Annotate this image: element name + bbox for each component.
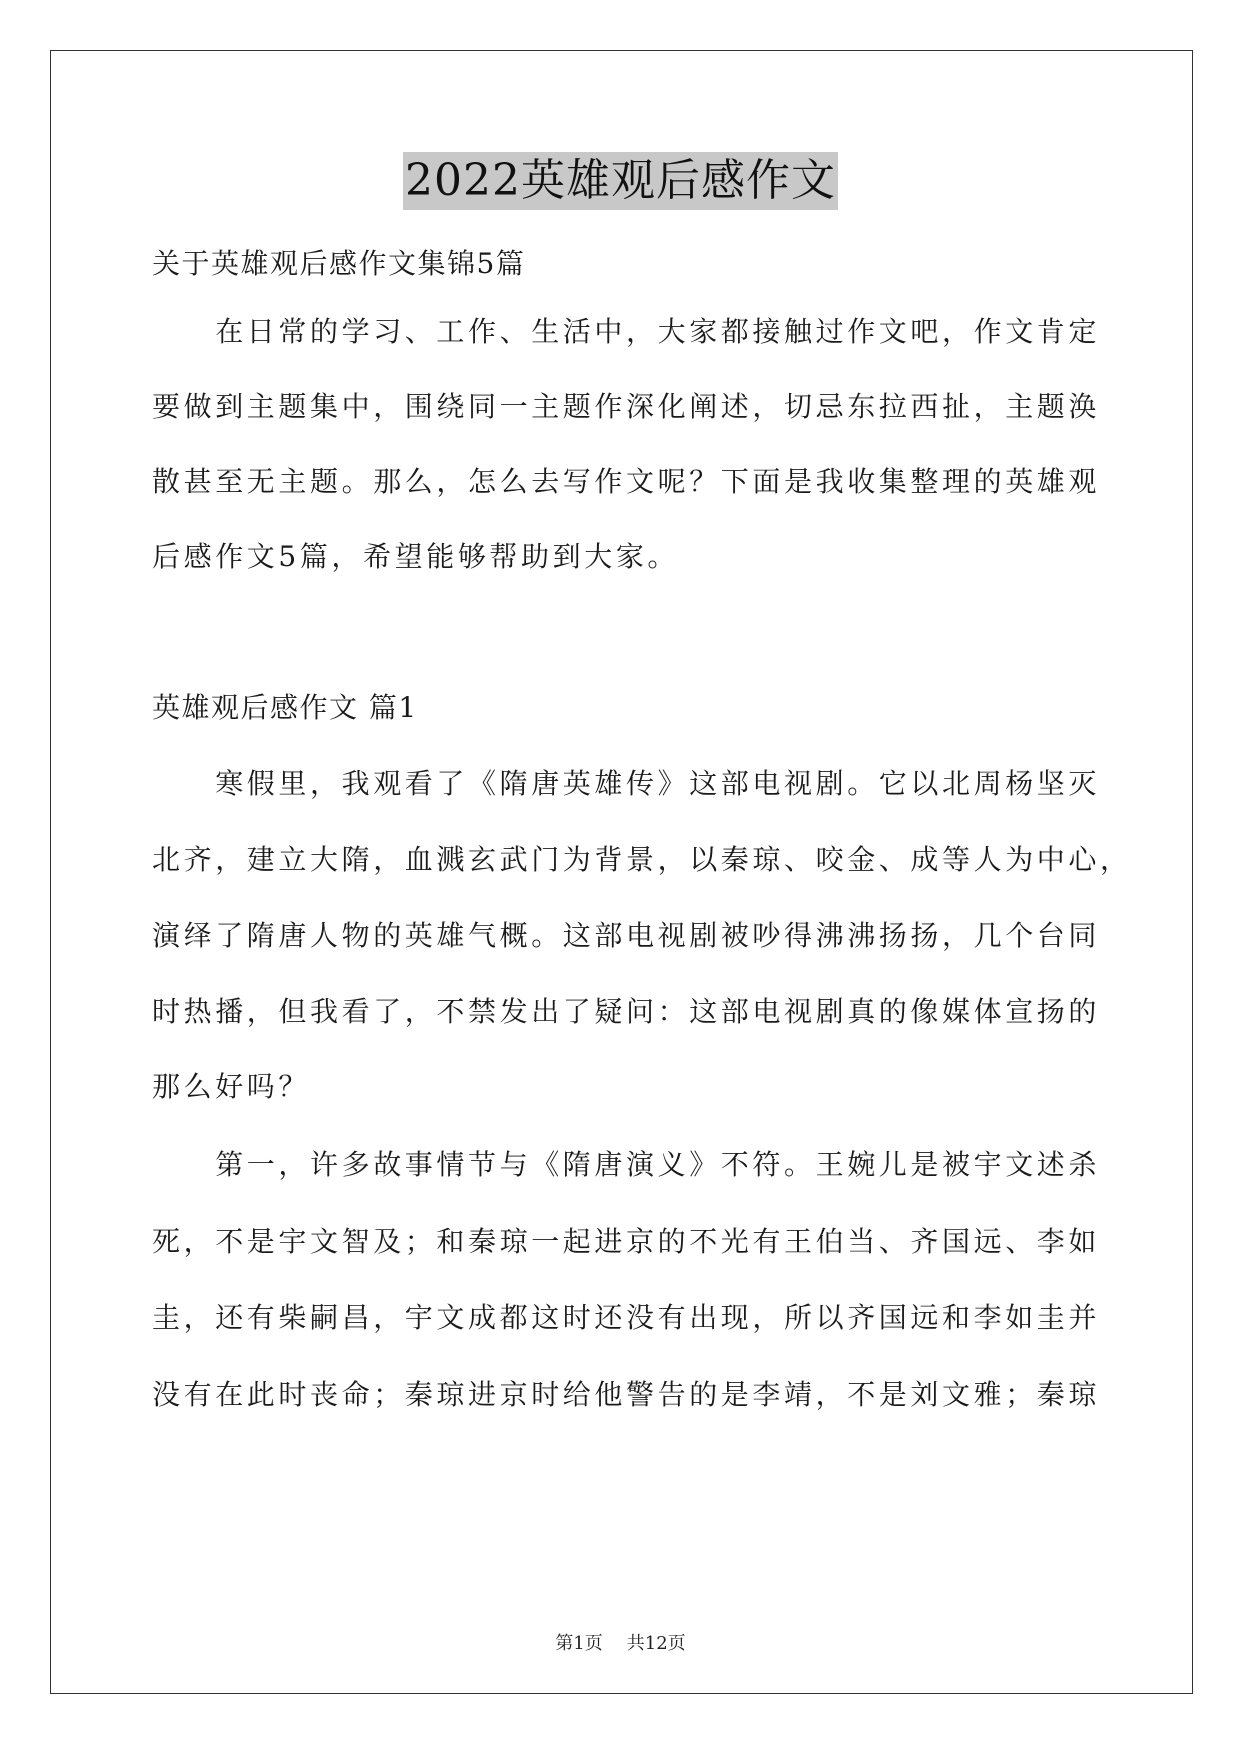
intro-line-1: 在日常的学习、工作、生活中，大家都接触过作文吧，作文肯定 — [152, 315, 1101, 348]
document-subtitle: 关于英雄观后感作文集锦5篇 — [152, 247, 526, 280]
para1-line-3: 演绎了隋唐人物的英雄气概。这部电视剧被吵得沸沸扬扬，几个台同 — [152, 919, 1101, 952]
para1-line-1: 寒假里，我观看了《隋唐英雄传》这部电视剧。它以北周杨坚灭 — [152, 767, 1101, 800]
document-title: 2022英雄观后感作文 — [403, 152, 838, 210]
intro-line-4: 后感作文5篇，希望能够帮助到大家。 — [152, 540, 680, 573]
page-total: 共12页 — [626, 1633, 686, 1654]
para2-line-4: 没有在此时丧命；秦琼进京时给他警告的是李靖，不是刘文雅；秦琼 — [152, 1378, 1101, 1411]
para2-line-1: 第一，许多故事情节与《隋唐演义》不符。王婉儿是被宇文述杀 — [152, 1148, 1101, 1181]
para1-line-4: 时热播，但我看了，不禁发出了疑问：这部电视剧真的像媒体宣扬的 — [152, 995, 1101, 1028]
page-footer — [0, 1632, 1241, 1656]
section-heading: 英雄观后感作文 篇1 — [152, 691, 418, 724]
para2-line-2: 死，不是宇文智及；和秦琼一起进京的不光有王伯当、齐国远、李如 — [152, 1225, 1101, 1258]
title-container — [0, 152, 1241, 210]
para1-line-2: 北齐，建立大隋，血溅玄武门为背景，以秦琼、咬金、成等人为中心， — [152, 843, 1132, 876]
para2-line-3: 圭，还有柴嗣昌，宇文成都这时还没有出现，所以齐国远和李如圭并 — [152, 1301, 1101, 1334]
intro-line-3: 散甚至无主题。那么，怎么去写作文呢？下面是我收集整理的英雄观 — [152, 465, 1101, 498]
para1-line-5: 那么好吗？ — [152, 1070, 311, 1103]
intro-line-2: 要做到主题集中，围绕同一主题作深化阐述，切忌东拉西扯，主题涣 — [152, 390, 1101, 423]
page-number: 第1页 — [555, 1633, 603, 1654]
